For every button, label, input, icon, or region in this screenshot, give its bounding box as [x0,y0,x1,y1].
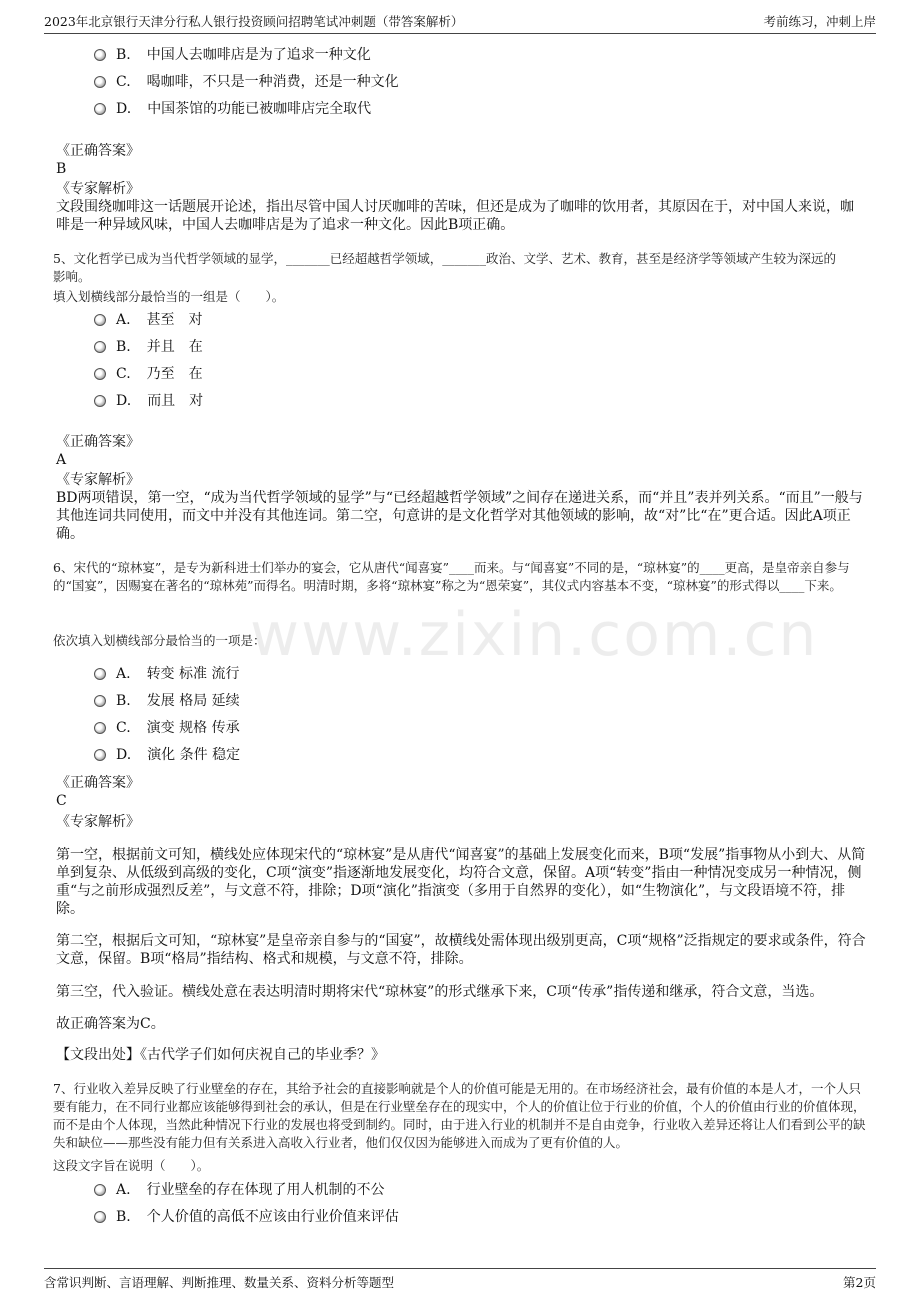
answer-q6: C [56,793,67,809]
radio-icon[interactable] [94,395,106,407]
answer-label-q4: 《正确答案》 [56,143,140,159]
radio-icon[interactable] [94,368,106,380]
option-q5-d[interactable]: D. 而且 对 [94,391,203,411]
analysis-q6-p2: 第二空，根据后文可知，“琼林宴”是皇帝亲自参与的“国宴”，故横线处需体现出级别更高，C项“规格”泛指规定的要求或条件，符合文意，保留。B项“格局”指结构、格式和规模，与文意不符，排除。 [56,933,866,967]
analysis-label-q6: 《专家解析》 [56,814,140,830]
analysis-q6-p4: 故正确答案为C。 [56,1016,165,1032]
radio-icon[interactable] [94,341,106,353]
answer-q4: B [56,161,67,177]
radio-icon[interactable] [94,695,106,707]
analysis-label-q4: 《专家解析》 [56,181,140,197]
analysis-label-q5: 《专家解析》 [56,472,140,488]
question-6-stem: 6、宋代的“琼林宴”，是专为新科进士们举办的宴会，它从唐代“闻喜宴”____而来。与“闻喜宴”不同的是，“琼林宴”的____更高，是皇帝亲自参与的“国宴”，因赐宴在著名的“琼林苑”而得名。明清时期，多将“琼林宴”称之为“恩荣宴”，其仪式内容基本不变，“琼林宴”的形式得以____下来。 [53,560,850,593]
radio-icon[interactable] [94,749,106,761]
radio-icon[interactable] [94,314,106,326]
radio-icon[interactable] [94,103,106,115]
radio-icon[interactable] [94,722,106,734]
analysis-q5: BD两项错误，第一空，“成为当代哲学领域的显学”与“已经超越哲学领域”之间存在递进关系，而“并且”表并列关系。“而且”一般与其他连词共同使用，而文中并没有其他连词。第二空，句意讲的是文化哲学对其他领域的影响，故“对”比“在”更合适。因此A项正确。 [56,490,863,542]
option-q6-d[interactable]: D. 演化 条件 稳定 [94,745,240,765]
document-title: 2023年北京银行天津分行私人银行投资顾问招聘笔试冲刺题（带答案解析） [44,14,464,29]
option-q5-b[interactable]: B. 并且 在 [94,337,203,357]
radio-icon[interactable] [94,1184,106,1196]
answer-q5: A [56,452,67,468]
source-q6: 【文段出处】《古代学子们如何庆祝自己的毕业季？》 [56,1047,385,1063]
analysis-q6-p1: 第一空，根据前文可知，横线处应体现宋代的“琼林宴”是从唐代“闻喜宴”的基础上发展变化而来，B项“发展”指事物从小到大、从简单到复杂、从低级到高级的变化，C项“演变”指逐渐地发展变化，均符合文意，保留。A项“转变”指由一种情况变成另一种情况，侧重“与之前形成强烈反差”，与文意不符，排除；D项“演化”指演变（多用于自然界的变化），如“生物演化”，与文段语境不符，排除。 [56,847,866,917]
option-q5-a[interactable]: A. 甚至 对 [94,310,203,330]
radio-icon[interactable] [94,1211,106,1223]
radio-icon[interactable] [94,76,106,88]
option-q7-a[interactable]: A. 行业壁垒的存在体现了用人机制的不公 [94,1180,385,1200]
question-5-prompt: 填入划横线部分最恰当的一组是（ ）。 [53,289,285,304]
header-slogan: 考前练习，冲刺上岸 [763,14,876,29]
option-q5-c[interactable]: C. 乃至 在 [94,364,203,384]
footer-categories: 含常识判断、言语理解、判断推理、数量关系、资料分析等题型 [44,1275,395,1290]
radio-icon[interactable] [94,49,106,61]
answer-label-q5: 《正确答案》 [56,434,140,450]
option-q4-b[interactable]: B. 中国人去咖啡店是为了追求一种文化 [94,45,371,65]
question-7-stem: 7、行业收入差异反映了行业壁垒的存在，其给予社会的直接影响就是个人的价值可能是无用的。在市场经济社会，最有价值的本是人才，一个人只要有能力，在不同行业都应该能够得到社会的承认，但是在行业壁垒存在的现实中，个人的价值让位于行业的价值，个人的价值由行业的价值体现，而不是由个人体现，当然此种情况下行业的发展也将受到制约。同时，由于进入行业的机制并不是自由竞争，行业收入差异还将让人们看到公平的缺失和缺位——那些没有能力但有关系进入高收入行业者，他们仅仅因为能够进入而成为了更有价值的人。 [53,1081,866,1150]
option-q6-a[interactable]: A. 转变 标准 流行 [94,664,239,684]
option-q4-d[interactable]: D. 中国茶馆的功能已被咖啡店完全取代 [94,99,371,119]
option-q4-c[interactable]: C. 喝咖啡，不只是一种消费，还是一种文化 [94,72,399,92]
analysis-q4: 文段围绕咖啡这一话题展开论述，指出尽管中国人讨厌咖啡的苦味，但还是成为了咖啡的饮用者，其原因在于，对中国人来说，咖啡是一种异域风味，中国人去咖啡店是为了追求一种文化。因此B项正确。 [56,199,854,233]
question-7-prompt: 这段文字旨在说明（ ）。 [53,1158,210,1173]
question-6-prompt: 依次填入划横线部分最恰当的一项是： [53,633,266,648]
option-q7-b[interactable]: B. 个人价值的高低不应该由行业价值来评估 [94,1207,399,1227]
analysis-q6-p3: 第三空，代入验证。横线处意在表达明清时期将宋代“琼林宴”的形式继承下来，C项“传承”指传递和继承，符合文意，当选。 [56,984,824,1000]
question-5-stem-line1: 5、文化哲学已成为当代哲学领域的显学，_______已经超越哲学领域，_______政治、文学、艺术、教育，甚至是经济学等领域产生较为深远的 [53,251,836,266]
page-header [44,12,876,34]
option-q6-c[interactable]: C. 演变 规格 传承 [94,718,240,738]
option-q6-b[interactable]: B. 发展 格局 延续 [94,691,240,711]
radio-icon[interactable] [94,668,106,680]
page-footer [44,1268,876,1290]
watermark: www.zixin.com.cn [250,600,819,670]
page-number: 第2页 [843,1275,876,1290]
question-5-stem-line2: 影响。 [53,269,91,284]
answer-label-q6: 《正确答案》 [56,775,140,791]
